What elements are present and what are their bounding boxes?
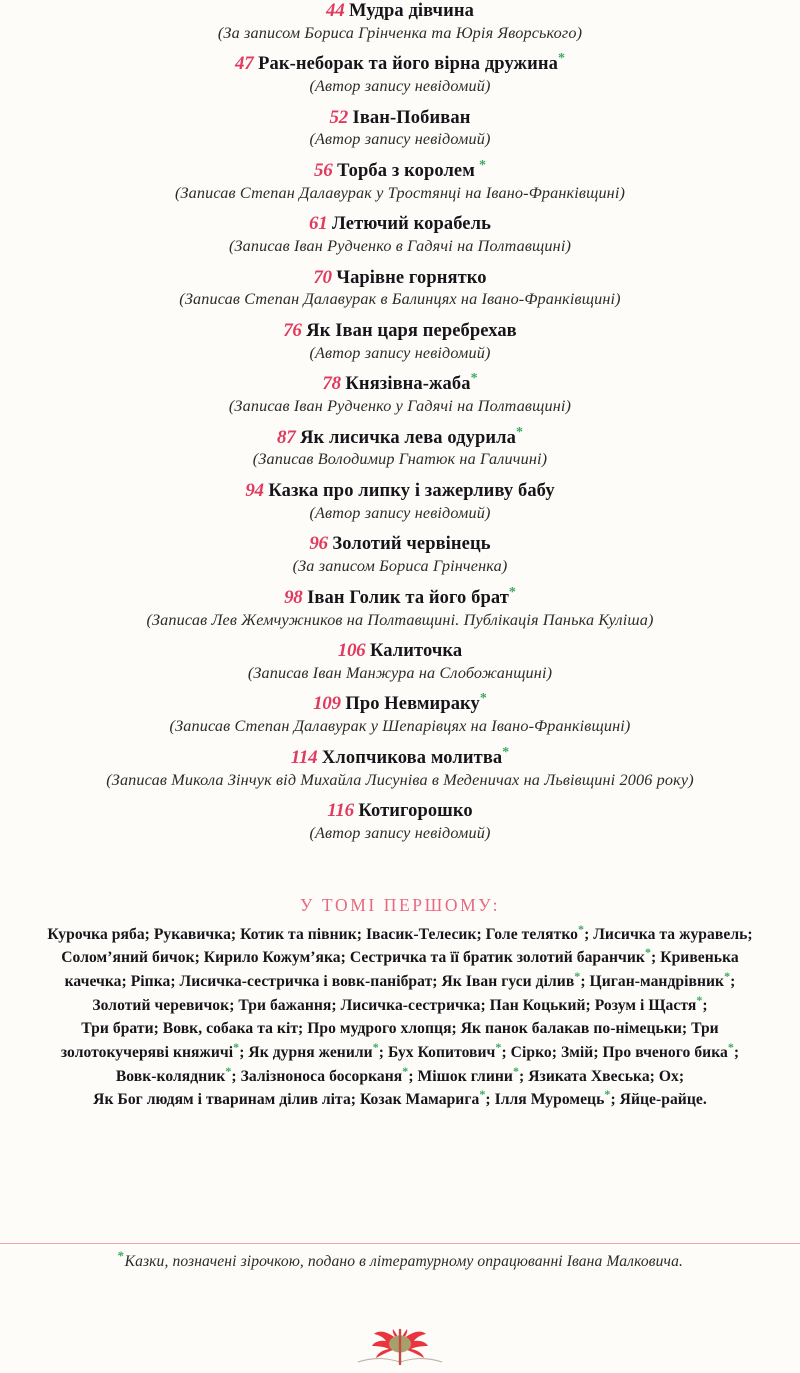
toc-entry-title: Котигорошко xyxy=(358,801,473,822)
toc-entry-title-line xyxy=(0,157,800,182)
volume-one-segment: ; Бух Копитович xyxy=(378,1043,496,1061)
volume-one-segment: ; Циган-мандрівник xyxy=(580,972,725,990)
toc-entry-title: Як лисичка лева одурила xyxy=(300,427,516,448)
toc-entry-title: Летючий корабель xyxy=(332,214,491,235)
asterisk-icon: * xyxy=(478,157,486,173)
toc-entry-title-line xyxy=(0,480,800,502)
toc-entry-source: (Записав Степан Далавурак у Тростянці на Івано-Франківщині) xyxy=(174,183,626,202)
volume-one-segment: золотокучеряві княжичі xyxy=(60,1043,234,1061)
toc-entry-page-number: 52 xyxy=(329,106,348,128)
toc-entry-page-number: 114 xyxy=(290,746,318,768)
volume-one-section xyxy=(0,895,800,1113)
toc-entry-title-line xyxy=(0,640,800,662)
volume-one-segment: ; Залізноноса босорканя xyxy=(231,1067,403,1085)
toc-entry-title-line xyxy=(0,533,800,555)
volume-one-segment: ; Сірко; Змій; Про вченого бика xyxy=(501,1043,728,1061)
volume-one-line xyxy=(8,970,792,994)
toc-entry[interactable] xyxy=(0,424,800,469)
asterisk-icon: * xyxy=(402,1063,409,1078)
toc-entry[interactable] xyxy=(0,533,800,575)
toc-entry-title-line xyxy=(0,424,800,449)
toc-entry-title: Рак-неборак та його вірна дружина xyxy=(258,54,558,75)
toc-entry-page-number: 96 xyxy=(309,533,328,555)
toc-entry-page-number: 106 xyxy=(337,640,366,662)
asterisk-icon: * xyxy=(502,744,510,760)
asterisk-icon: * xyxy=(495,1039,502,1054)
volume-one-segment: ; Язиката Хвеська; Ох; xyxy=(519,1067,685,1085)
asterisk-icon: * xyxy=(117,1247,124,1263)
volume-one-segment: ; Ілля Муромець xyxy=(485,1091,605,1109)
volume-one-segment: Солом’яний бичок; Кирило Кожум’яка; Сестричка та її братик золотий баранчик xyxy=(61,949,645,967)
asterisk-icon: * xyxy=(508,584,516,600)
toc-entry-page-number: 87 xyxy=(277,426,296,448)
toc-entry[interactable] xyxy=(0,640,800,682)
toc-entry-page-number: 76 xyxy=(283,320,302,342)
volume-one-segment: ; xyxy=(730,972,736,990)
toc-entry-source: (Автор запису невідомий) xyxy=(309,77,491,96)
volume-one-segment: Курочка ряба; Рукавичка; Котик та півник; Івасик-Телесик; Голе телятко xyxy=(47,925,578,943)
asterisk-icon: * xyxy=(727,1039,734,1054)
toc-entry[interactable] xyxy=(0,53,800,95)
asterisk-icon: * xyxy=(557,51,565,67)
toc-entry-title: Мудра дівчина xyxy=(349,1,474,21)
toc-entry-page-number: 70 xyxy=(313,266,332,288)
toc-entry[interactable] xyxy=(0,213,800,255)
floral-ornament-icon xyxy=(352,1322,448,1368)
toc-entry-title-line xyxy=(0,320,800,342)
toc-entry-source: (Автор запису невідомий) xyxy=(309,823,491,842)
toc-entry-title: Калиточка xyxy=(370,641,463,662)
toc-entry[interactable] xyxy=(0,800,800,842)
toc-entry-page-number: 116 xyxy=(327,800,354,822)
toc-entry-title-line xyxy=(0,213,800,235)
toc-entry-page-number: 94 xyxy=(245,480,264,502)
toc-entry-page-number: 56 xyxy=(314,160,333,182)
footnote-block xyxy=(0,1243,800,1271)
toc-entry-title: Князівна-жаба xyxy=(345,374,471,395)
volume-one-segment: Золотий черевичок; Три бажання; Лисичка-сестричка; Пан Коцький; Розум і Щастя xyxy=(92,996,697,1014)
volume-one-heading: У ТОМІ ПЕРШОМУ: xyxy=(299,894,501,915)
volume-one-line xyxy=(8,994,792,1018)
toc-entry-source: (Записав Степан Далавурак в Балинцях на Івано-Франківщині) xyxy=(179,290,621,309)
asterisk-icon: * xyxy=(578,921,585,936)
asterisk-icon: * xyxy=(644,945,652,959)
volume-one-segment: ; Лисичка та журавель; xyxy=(584,925,753,943)
volume-one-segment: Вовк-колядник xyxy=(115,1067,226,1085)
asterisk-icon: * xyxy=(724,968,731,983)
asterisk-icon: * xyxy=(604,1087,611,1102)
toc-entry[interactable] xyxy=(0,320,800,362)
volume-one-segment: Три брати; Вовк, собака та кіт; Про мудрого хлопця; Як панок балакав по-німецьки; Три xyxy=(81,1020,719,1038)
toc-entry[interactable] xyxy=(0,0,800,42)
toc-entry-title: Золотий червінець xyxy=(332,534,491,555)
volume-one-segment: ; xyxy=(733,1043,740,1061)
toc-entry-source: (Записав Іван Манжура на Слобожанщині) xyxy=(247,663,553,682)
toc-entry-page-number: 47 xyxy=(235,53,254,75)
toc-entry[interactable] xyxy=(0,480,800,522)
volume-one-line xyxy=(8,1041,792,1065)
toc-entry-title-line xyxy=(0,693,800,715)
toc-entry-source: (За записом Бориса Грінченка та Юрія Яворського) xyxy=(217,23,583,42)
toc-entry-title-line xyxy=(0,584,800,609)
toc-entry-title-line xyxy=(0,800,800,822)
volume-one-segment: ; xyxy=(702,996,708,1014)
volume-one-segment: Як Бог людям і тваринам ділив літа; Козак Мамарига xyxy=(93,1091,480,1109)
toc-entry-title-line xyxy=(0,373,800,395)
toc-entry-title-line xyxy=(0,53,800,75)
volume-one-segment: ; Мішок глини xyxy=(408,1067,513,1085)
toc-entry[interactable] xyxy=(0,107,800,149)
volume-one-segment: ; Кривенька xyxy=(651,949,739,967)
toc-entry-source: (За записом Бориса Грінченка) xyxy=(292,557,508,576)
volume-one-line xyxy=(8,1065,792,1089)
footnote-text xyxy=(0,1247,800,1271)
toc-entry-title-line xyxy=(0,0,800,22)
toc-entry-title-line xyxy=(0,744,800,769)
toc-entry-title: Іван Голик та його брат xyxy=(307,587,509,608)
toc-entry-source: (Автор запису невідомий) xyxy=(309,503,491,522)
asterisk-icon: * xyxy=(574,968,581,983)
toc-entry[interactable] xyxy=(0,157,800,202)
toc-entry-title: Іван-Побиван xyxy=(352,107,471,128)
asterisk-icon: * xyxy=(512,1063,520,1078)
toc-entry[interactable] xyxy=(0,744,800,789)
toc-entry-page-number: 98 xyxy=(284,586,303,608)
toc-entry-title: Як Іван царя перебрехав xyxy=(306,321,517,342)
toc-entry-source: (Записав Степан Далавурак у Шепарівцях на Івано-Франківщині) xyxy=(169,717,631,736)
volume-one-line xyxy=(8,1088,792,1112)
asterisk-icon: * xyxy=(479,1087,486,1102)
toc-entry-title: Торба з королем xyxy=(337,161,475,182)
volume-one-segment: качечка; Ріпка; Лисичка-сестричка і вовк-панібрат; Як Іван гуси ділив xyxy=(64,972,575,990)
toc-entry-title: Казка про липку і зажерливу бабу xyxy=(268,481,555,502)
toc-entry-source: (Записав Микола Зінчук від Михайла Лисуніва в Меденичах на Львівщині 2006 року) xyxy=(106,770,694,789)
asterisk-icon: * xyxy=(479,691,487,707)
toc-entry-page-number: 78 xyxy=(322,373,341,395)
toc-entry-title-line xyxy=(0,107,800,129)
asterisk-icon: * xyxy=(696,992,703,1007)
toc-entry-source: (Записав Володимир Гнатюк на Галичині) xyxy=(252,450,548,469)
toc-entry-page-number: 44 xyxy=(326,0,345,21)
volume-one-segment: ; Яйце-райце. xyxy=(610,1091,707,1109)
toc-entry-source: (Автор запису невідомий) xyxy=(309,130,491,149)
volume-one-line xyxy=(8,923,792,947)
toc-entry[interactable] xyxy=(0,584,800,629)
volume-one-line xyxy=(8,1017,792,1041)
toc-entry[interactable] xyxy=(0,267,800,309)
toc-entry-source: (Записав Іван Рудченко в Гадячі на Полтавщині) xyxy=(228,237,572,256)
toc-entry-page-number: 61 xyxy=(309,213,328,235)
footnote-label: Казки, позначені зірочкою, подано в літературному опрацюванні Івана Малковича. xyxy=(124,1253,683,1270)
volume-one-segment: ; Як дурня женили xyxy=(239,1043,373,1061)
toc-entry[interactable] xyxy=(0,693,800,735)
toc-entry-title: Про Невмираку xyxy=(345,694,480,715)
toc-entry-source: (Записав Лев Жемчужников на Полтавщині. Публікація Панька Куліша) xyxy=(146,610,654,629)
toc-entry-source: (Записав Іван Рудченко у Гадячі на Полтавщині) xyxy=(228,397,572,416)
asterisk-icon: * xyxy=(225,1063,232,1078)
volume-one-line xyxy=(8,946,792,970)
volume-one-list xyxy=(0,923,800,1113)
asterisk-icon: * xyxy=(233,1039,240,1054)
toc-entry-title: Хлопчикова молитва xyxy=(321,747,503,768)
toc-entry[interactable] xyxy=(0,373,800,415)
toc-entry-title: Чарівне горнятко xyxy=(336,267,487,288)
toc-entry-title-line xyxy=(0,267,800,289)
footnote-divider xyxy=(0,1243,800,1244)
asterisk-icon: * xyxy=(470,371,478,387)
asterisk-icon: * xyxy=(515,424,523,440)
asterisk-icon: * xyxy=(372,1039,379,1054)
toc-entry-page-number: 109 xyxy=(313,693,341,715)
toc-entry-source: (Автор запису невідомий) xyxy=(309,343,491,362)
